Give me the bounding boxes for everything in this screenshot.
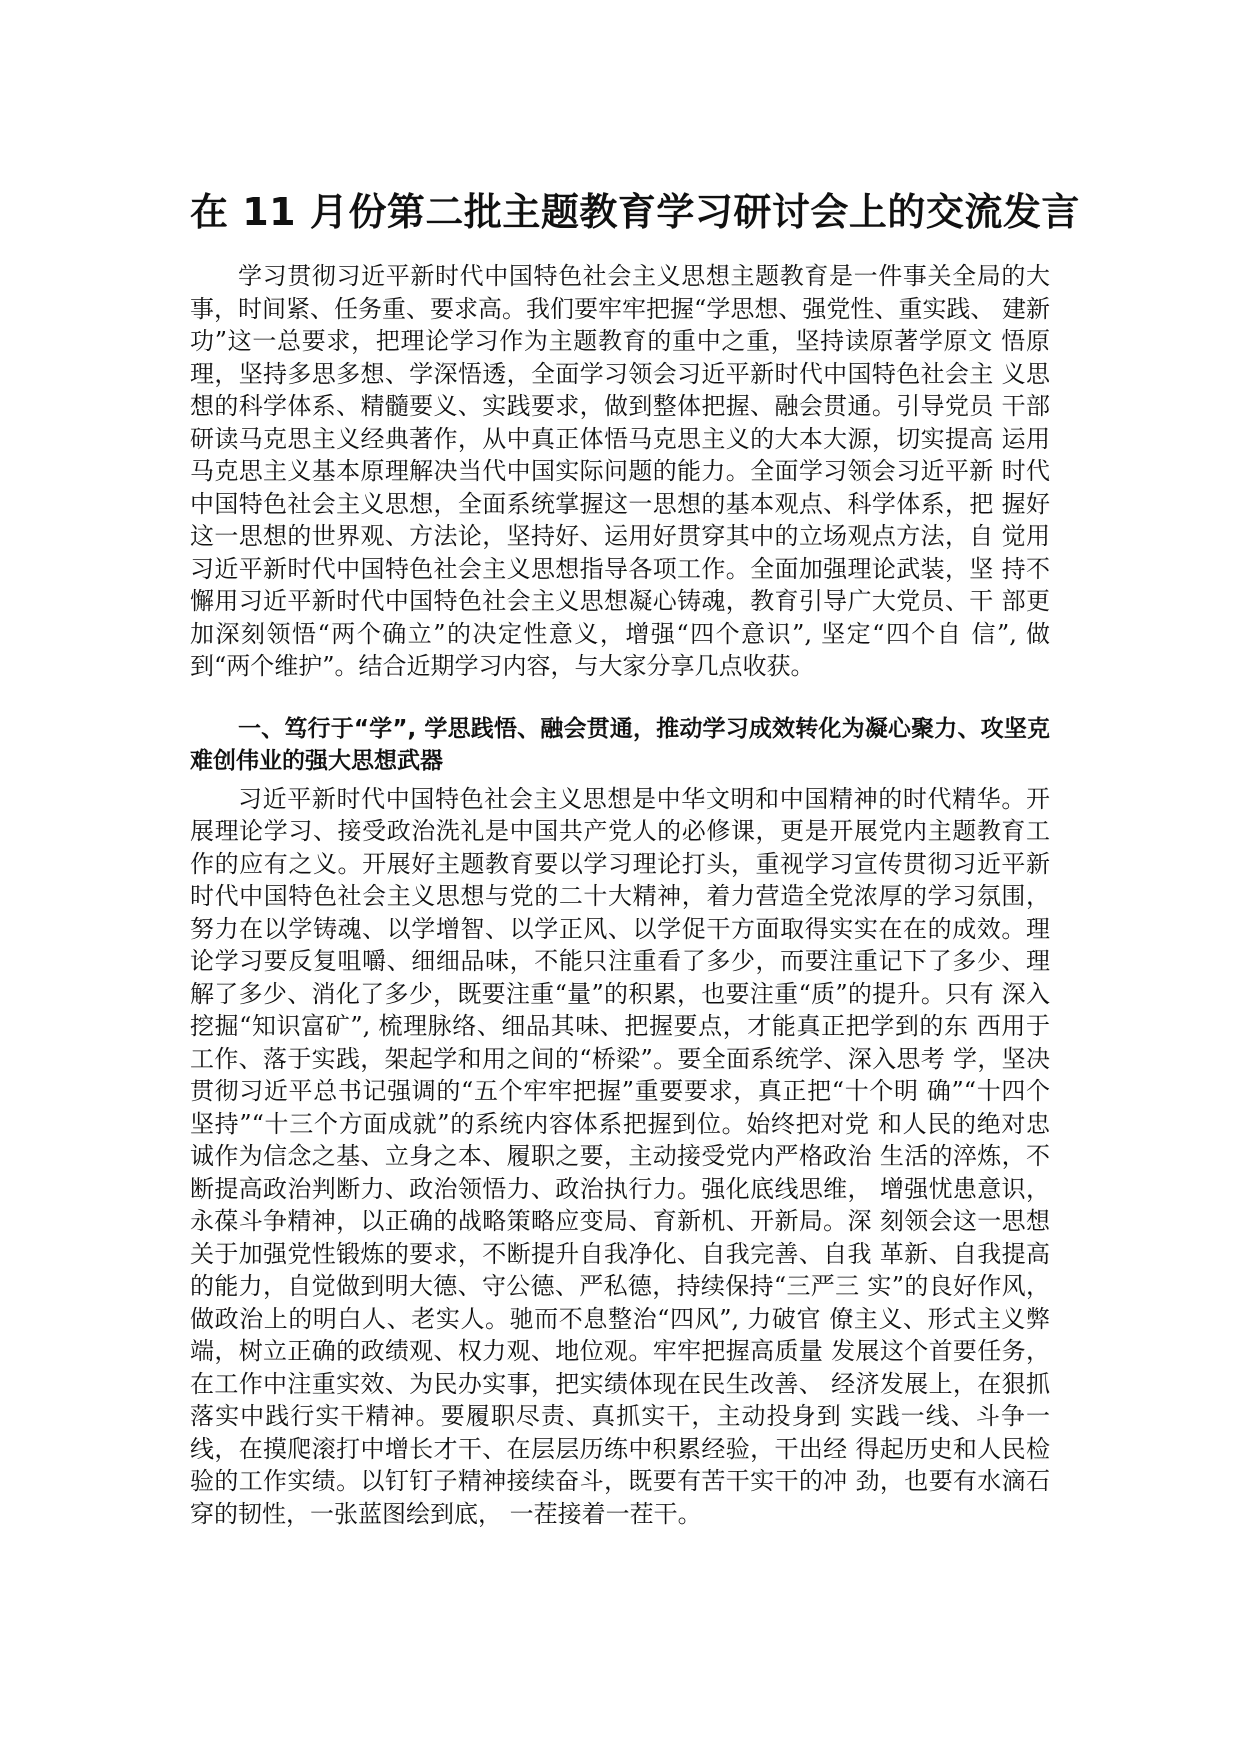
section-paragraph: 习近平新时代中国特色社会主义思想是中华文明和中国精神的时代精华。开展理论学习、接受政治洗礼是中国共产党人的必修课，更是开展党内主题教育工作的应有之义。开展好主题教育要以学习理论打头，重视学习宣传贯彻习近平新时代中国特色社会主义思想与党的二十大精神，着力营造全党浓厚的学习氛围， 努力在以学铸魂、以学增智、以学正风、以学促干方面取得实实在在的成效。理 论学习要反复咀嚼、细细品味，不能只注重看了多少，而要注重记下了多少、理 解了多少、消化了多少，既要注重“量”的积累，也要注重“质”的提升。只有 深入挖掘“知识富矿”, 梳理脉络、细品其味、把握要点，才能真正把学到的东 西用于工作、落于实践，架起学和用之间的“桥梁”。要全面系统学、深入思考 学，坚决贯彻习近平总书记强调的“五个牢牢把握”重要要求，真正把“十个明 确”“十四个坚持”“十三个方面成就”的系统内容体系把握到位。始终把对党 和人民的绝对忠诚作为信念之基、立身之本、履职之要，主动接受党内严格政治 生活的淬炼，不断提高政治判断力、政治领悟力、政治执行力。强化底线思维， 增强忧患意识，永葆斗争精神，以正确的战略策略应变局、育新机、开新局。深 刻领会这一思想关于加强党性锻炼的要求，不断提升自我净化、自我完善、自我 革新、自我提高的能力，自觉做到明大德、守公德、严私德，持续保持“三严三 实”的良好作风，做政治上的明白人、老实人。驰而不息整治“四风”, 力破官 僚主义、形式主义弊端，树立正确的政绩观、权力观、地位观。牢牢把握高质量 发展这个首要任务，在工作中注重实效、为民办实事，把实绩体现在民生改善、 经济发展上，在狠抓落实中践行实干精神。要履职尽责、真抓实干，主动投身到 实践一线、斗争一线，在摸爬滚打中增长才干、在层层历练中积累经验，干出经 得起历史和人民检验的工作实绩。以钉钉子精神接续奋斗，既要有苦干实干的冲 劲，也要有水滴石穿的韧性，一张蓝图绘到底， 一茬接着一茬干。 <box>190 784 1050 1528</box>
document-body <box>190 188 1080 1530</box>
section-heading: 一、笃行于“学”, 学思践悟、融会贯通，推动学习成效转化为凝心聚力、攻坚克难创伟业的强大思想武器 <box>190 715 1050 774</box>
intro-paragraph: 学习贯彻习近平新时代中国特色社会主义思想主题教育是一件事关全局的大事，时间紧、任务重、要求高。我们要牢牢把握“学思想、强党性、重实践、 建新功”这一总要求，把理论学习作为主题教育的重中之重，坚持读原著学原文 悟原理，坚持多思多想、学深悟透，全面学习领会习近平新时代中国特色社会主 义思想的科学体系、精髓要义、实践要求，做到整体把握、融会贯通。引导党员 干部研读马克思主义经典著作，从中真正体悟马克思主义的大本大源，切实提高 运用马克思主义基本原理解决当代中国实际问题的能力。全面学习领会习近平新 时代中国特色社会主义思想，全面系统掌握这一思想的基本观点、科学体系，把 握好这一思想的世界观、方法论，坚持好、运用好贯穿其中的立场观点方法，自 觉用习近平新时代中国特色社会主义思想指导各项工作。全面加强理论武装，坚 持不懈用习近平新时代中国特色社会主义思想凝心铸魂，教育引导广大党员、干 部更加深刻领悟“两个确立”的决定性意义，增强“四个意识”, 坚定“四个自 信”, 做到“两个维护”。结合近期学习内容，与大家分享几点收获。 <box>190 262 1050 680</box>
page-title: 在 11 月份第二批主题教育学习研讨会上的交流发言 <box>190 190 1080 234</box>
